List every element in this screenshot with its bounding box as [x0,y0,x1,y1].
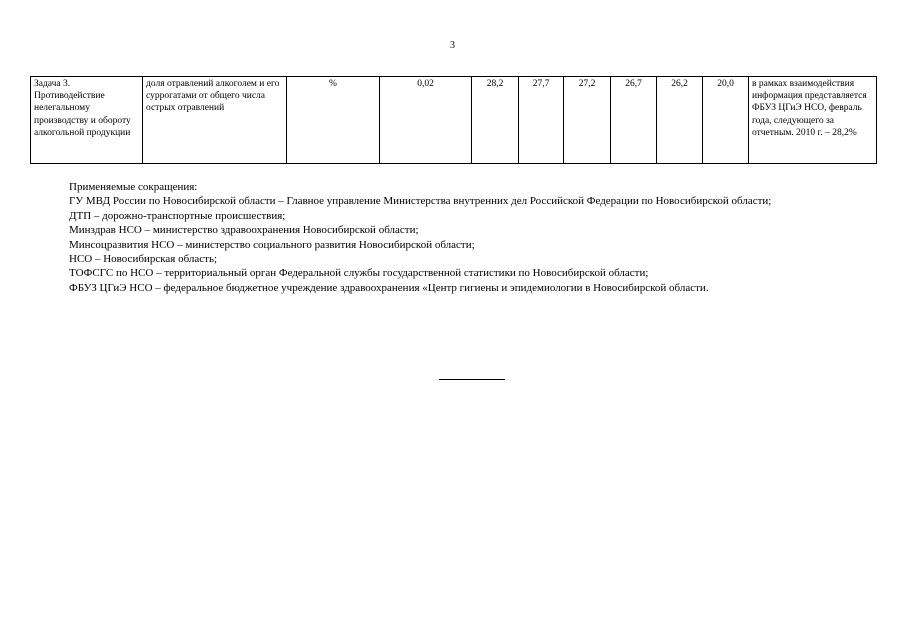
value-cell: 20,0 [703,77,749,164]
indicator-cell: доля отравлений алкоголем и его суррогатами от общего числа острых отравлений [143,77,287,164]
weight-cell: 0,02 [380,77,472,164]
abbreviation-item: ДТП – дорожно-транспортные происшествия; [69,209,286,222]
value-cell: 26,2 [657,77,703,164]
value-cell: 28,2 [472,77,519,164]
abbreviations-section [33,180,875,295]
page-number: 3 [450,40,455,51]
table-row [31,77,877,164]
unit-cell: % [287,77,380,164]
end-divider [439,379,505,380]
abbreviation-item: ТОФСГС по НСО – территориальный орган Федеральной службы государственной статистики по Новосибирской области; [69,267,649,280]
note-cell: в рамках взаимодействия информация представляется ФБУЗ ЦГиЭ НСО, февраль года, следующего за отчетным. 2010 г. – 28,2% [749,77,877,164]
task-cell: Задача 3. Противодействие нелегальному производству и обороту алкогольной продукции [31,77,143,164]
value-cell: 27,2 [564,77,611,164]
abbreviation-item: ГУ МВД России по Новосибирской области – Главное управление Министерства внутренних дел Российской Федерации по Новосибирской области; [69,195,772,208]
abbreviation-item: ФБУЗ ЦГиЭ НСО – федеральное бюджетное учреждение здравоохранения «Центр гигиены и эпидемиологии в Новосибирской области. [69,281,709,294]
value-cell: 27,7 [519,77,564,164]
abbreviation-item: НСО – Новосибирская область; [69,253,218,266]
value-cell: 26,7 [611,77,657,164]
abbreviation-item: Минсоцразвития НСО – министерство социального развития Новосибирской области; [69,238,475,251]
abbreviation-item: Минздрав НСО – министерство здравоохранения Новосибирской области; [69,224,419,237]
indicators-table [30,76,877,164]
abbreviations-heading: Применяемые сокращения: [69,181,198,193]
